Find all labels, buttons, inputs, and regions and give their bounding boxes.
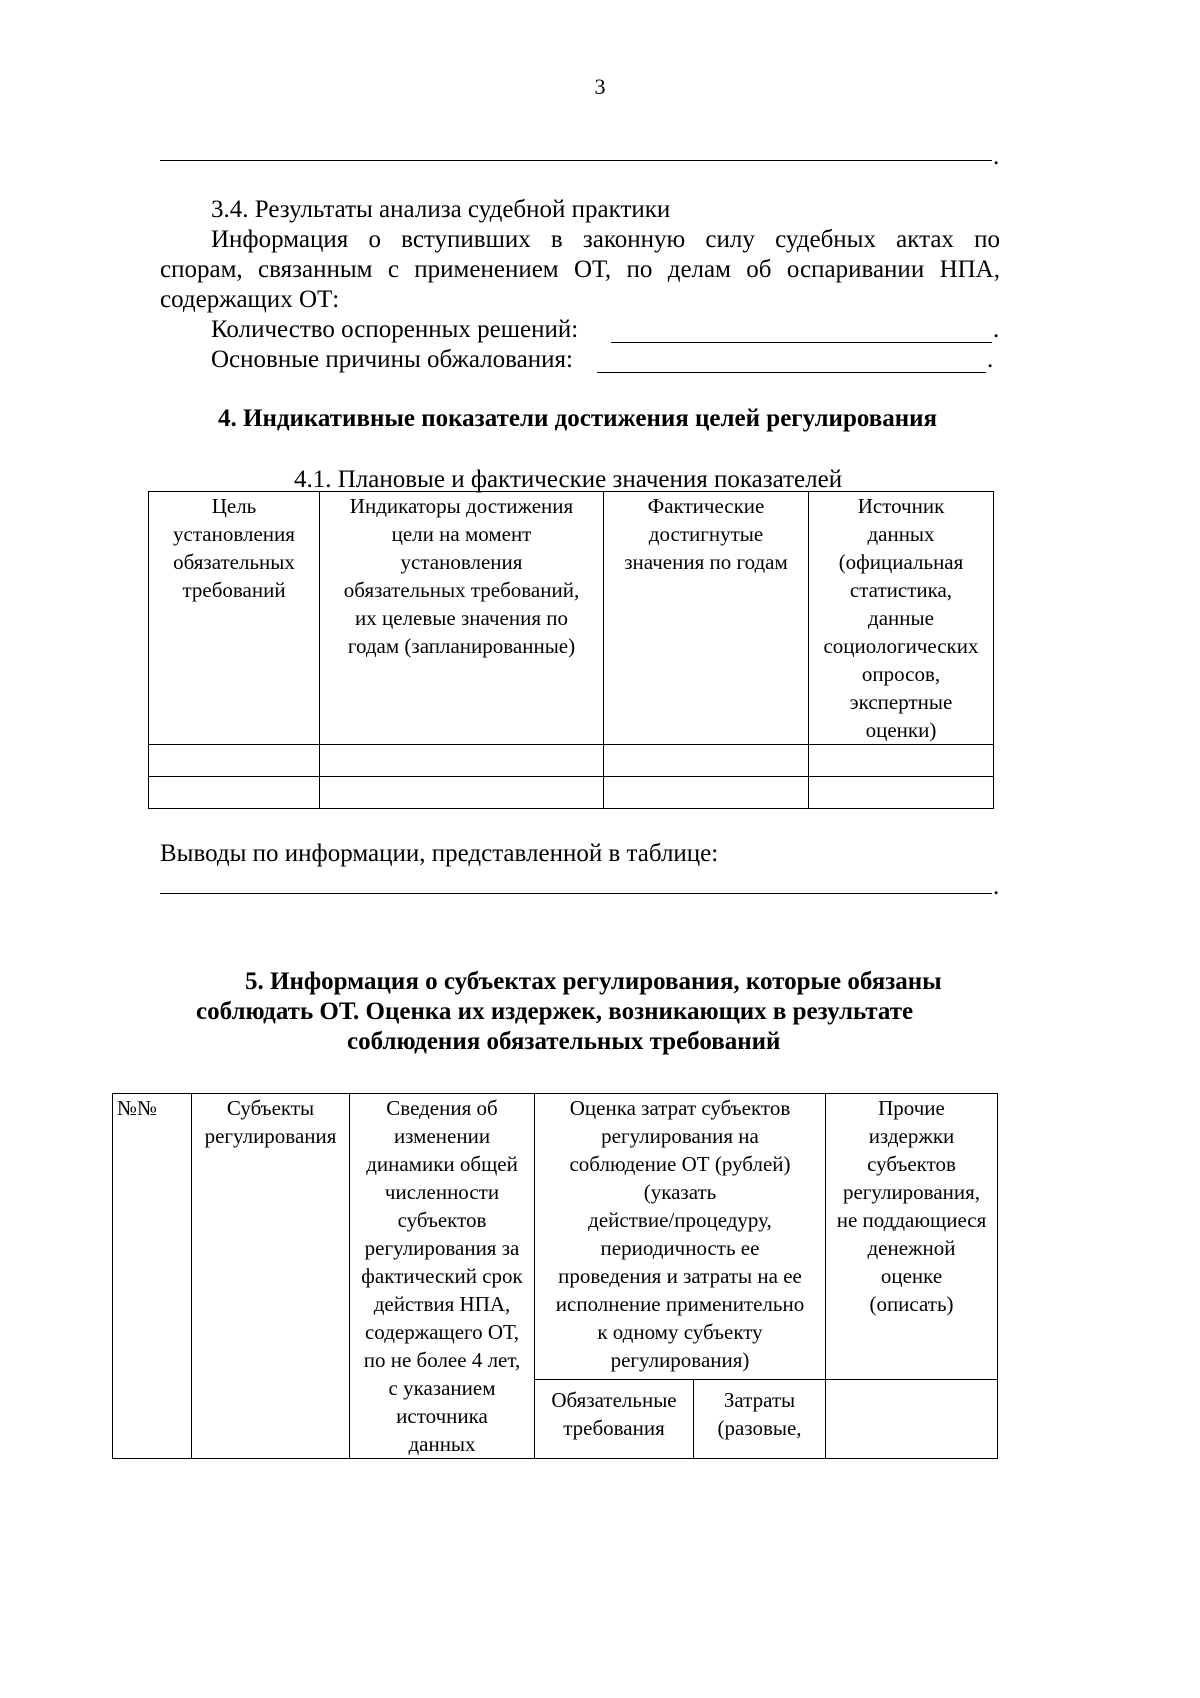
- appeal-reasons-field[interactable]: [597, 372, 986, 373]
- paragraph-line-2: спорам, связанным с применением ОТ, по делам об оспаривании НПА,: [160, 256, 1000, 283]
- section-5-heading-line-3: соблюдения обязательных требований: [347, 1028, 781, 1055]
- section-5-heading-line-2: соблюдать ОТ. Оценка их издержек, возникающих в результате: [196, 998, 914, 1025]
- table-cell[interactable]: [809, 777, 994, 809]
- section-5-heading-line-1: 5. Информация о субъектах регулирования, которые обязаны: [245, 968, 942, 995]
- conclusions-label: Выводы по информации, представленной в таблице:: [160, 840, 719, 867]
- header-actual-values: Фактические достигнутые значения по годам: [604, 492, 809, 745]
- paragraph-line-1: Информация о вступивших в законную силу судебных актах по: [211, 226, 1000, 253]
- conclusions-field[interactable]: [160, 893, 992, 894]
- line-end-period: .: [993, 873, 1000, 900]
- header-dynamics: Сведения об изменении динамики общей численности субъектов регулирования за фактический срок действия НПА, содержащего ОТ, по не более 4 лет, с указанием источника данных: [350, 1094, 535, 1459]
- appeal-reasons-label: Основные причины обжалования:: [211, 346, 573, 373]
- header-other-costs: Прочие издержки субъектов регулирования, не поддающиеся денежной оценке (описать): [826, 1094, 998, 1380]
- header-subjects: Субъекты регулирования: [192, 1094, 350, 1459]
- table-cell[interactable]: [149, 777, 320, 809]
- table-cell[interactable]: [149, 745, 320, 777]
- blank-line-top: [160, 160, 992, 161]
- subheader-expenses: Затраты (разовые,: [694, 1380, 826, 1459]
- subjects-table: [112, 1093, 998, 1459]
- table-row: [149, 777, 994, 809]
- header-data-source: Источник данных (официальная статистика, данные социологических опросов, экспертные оценки): [809, 492, 994, 745]
- disputed-count-label: Количество оспоренных решений:: [211, 316, 579, 343]
- table-cell[interactable]: [809, 745, 994, 777]
- line-end-period: .: [993, 143, 1000, 170]
- table-cell[interactable]: [604, 777, 809, 809]
- header-indicators: Индикаторы достижения цели на момент установления обязательных требований, их целевые значения по годам (запланированные): [320, 492, 604, 745]
- section-4-heading: 4. Индикативные показатели достижения целей регулирования: [218, 405, 938, 432]
- table-cell[interactable]: [320, 777, 604, 809]
- table-cell[interactable]: [604, 745, 809, 777]
- paragraph-line-3: содержащих ОТ:: [160, 286, 340, 313]
- header-number: №№: [113, 1094, 192, 1459]
- subheader-requirements: Обязательные требования: [535, 1380, 694, 1459]
- table-4-1-caption: 4.1. Плановые и фактические значения показателей: [294, 466, 843, 493]
- header-goal: Цель установления обязательных требований: [149, 492, 320, 745]
- table-cell[interactable]: [320, 745, 604, 777]
- page-number: 3: [594, 74, 606, 99]
- line-end-period: .: [987, 346, 994, 373]
- section-3-4-title: 3.4. Результаты анализа судебной практики: [211, 196, 671, 223]
- indicators-table: [148, 491, 994, 809]
- table-row: [149, 745, 994, 777]
- line-end-period: .: [993, 316, 1000, 343]
- table-cell[interactable]: [826, 1380, 998, 1459]
- header-cost-estimate: Оценка затрат субъектов регулирования на соблюдение ОТ (рублей) (указать действие/процедуру, периодичность ее проведения и затраты на ее исполнение применительно к одному субъекту регулирования): [535, 1094, 826, 1380]
- disputed-count-field[interactable]: [611, 342, 992, 343]
